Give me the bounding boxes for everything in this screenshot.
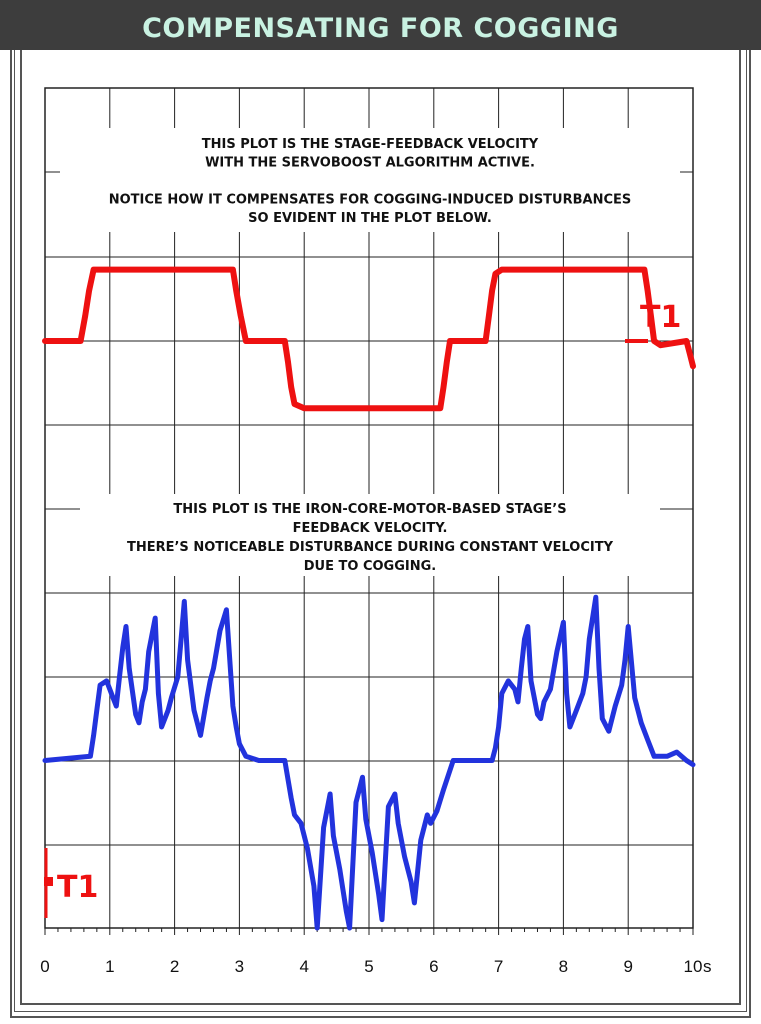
annotation-line: THIS PLOT IS THE IRON-CORE-MOTOR-BASED STAGE’S [173,502,567,517]
marker-label: T1 [640,300,682,335]
x-axis-unit: s [703,957,712,976]
x-tick-label: 5 [364,957,374,976]
annotation-line: WITH THE SERVOBOOST ALGORITHM ACTIVE. [205,155,535,171]
x-tick-label: 6 [429,957,439,976]
x-tick-label: 8 [558,957,569,976]
annotation-line: FEEDBACK VELOCITY. [292,521,448,536]
annotation-line: DUE TO COGGING. [303,559,437,574]
x-tick-label: 2 [169,957,180,976]
x-tick-label: 0 [40,957,50,976]
x-tick-label: 3 [234,957,245,976]
annotation-line: NOTICE HOW IT COMPENSATES FOR COGGING-INDUCED DISTURBANCES [108,192,632,208]
annotation-line: THIS PLOT IS THE STAGE-FEEDBACK VELOCITY [201,137,539,152]
annotation-line: SO EVIDENT IN THE PLOT BELOW. [248,211,492,226]
x-tick-label: 7 [493,957,504,976]
page-title: COMPENSATING FOR COGGING [142,13,619,44]
x-tick-label: 4 [299,957,309,976]
x-tick-label: 9 [623,957,633,976]
marker-label: T1 [57,870,99,905]
x-tick-label: 1 [105,957,115,976]
trigger-marker-head [44,877,53,886]
annotation-line: THERE’S NOTICEABLE DISTURBANCE DURING CONSTANT VELOCITY [126,540,614,555]
x-tick-label: 10 [683,957,703,976]
